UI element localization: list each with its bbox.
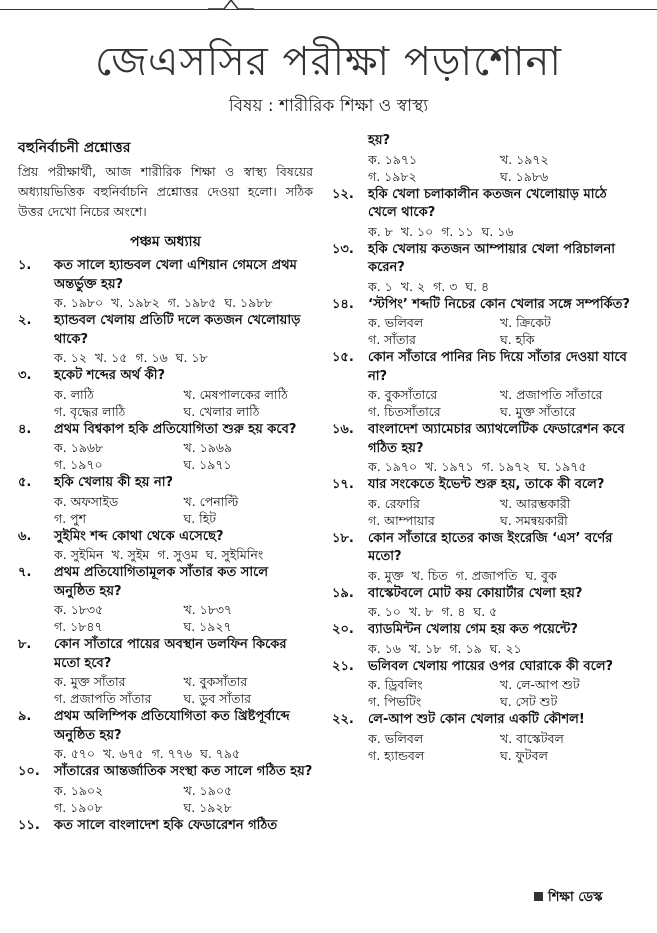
answer-options — [332, 495, 632, 529]
option: গ. হ্যান্ডবল — [368, 747, 425, 763]
option: ক. ১০ — [368, 604, 401, 619]
question-number: ১৯. — [332, 585, 354, 601]
question-text: প্রথম প্রতিযোগিতামূলক সাঁতার কত সালে অনুষ্ঠিত হয়? — [54, 565, 269, 599]
answer-options — [18, 349, 313, 366]
question — [332, 241, 632, 278]
top-rule — [0, 9, 657, 10]
option: খ. ক্রিকেট — [500, 315, 551, 330]
option: ঘ. মুক্ত সাঁতারে — [500, 404, 576, 419]
option: খ. ১৮৩৭ — [183, 602, 233, 617]
option: গ. চিতসাঁতারে — [368, 404, 441, 419]
option: গ. প্রজাপতি সাঁতার — [54, 691, 152, 706]
question — [18, 708, 313, 745]
option: খ. ১৮ — [408, 640, 442, 656]
question-text: কত সালে বাংলাদেশ হকি ফেডারেশন গঠিত — [54, 817, 278, 833]
option: ঘ. ডুব সাঁতার — [183, 691, 252, 706]
option: গ. ৩ — [433, 278, 458, 294]
option: খ. ১৯০৫ — [183, 782, 233, 798]
question — [332, 349, 632, 386]
question-text: কত সালে হ্যান্ডবল খেলা এশিয়ান গেমসে প্রথম অন্তর্ভুক্ত হয়? — [54, 258, 297, 292]
answer-options — [18, 439, 313, 473]
question — [18, 817, 313, 836]
left-question-list — [18, 257, 313, 835]
question-number: ১৫. — [332, 350, 354, 365]
right-question-list — [332, 186, 632, 764]
option: ঘ. ১৯২৮ — [183, 799, 232, 815]
answer-options — [332, 386, 632, 420]
question-number: ১৬. — [332, 422, 354, 437]
option: গ. ১৯৭০ — [54, 457, 103, 472]
option: গ. ১৮৪৭ — [54, 619, 103, 634]
option: গ. আম্পায়ার — [368, 512, 435, 528]
option: ক. ১৯৭০ — [368, 459, 418, 474]
option: খ. ১৯৮২ — [111, 295, 160, 310]
question-text: বাস্কেটবলে মোট কয় কোয়ার্টার খেলা হয়? — [368, 585, 583, 601]
question-text: সুইমিং শব্দ কোথা থেকে এসেছে? — [54, 528, 224, 544]
option: ঘ. ৪ — [465, 278, 490, 294]
option: খ. বাস্কেটবল — [500, 730, 564, 746]
answer-options — [18, 294, 313, 311]
answer-options — [332, 458, 632, 475]
option: খ. ২ — [400, 278, 426, 294]
question-number: ৪. — [18, 421, 32, 437]
question — [332, 296, 632, 315]
question — [18, 312, 313, 349]
question-number: ৫. — [18, 475, 32, 490]
answer-options — [18, 673, 313, 707]
continuation-options — [332, 151, 632, 185]
option: ঘ. বুক — [525, 567, 557, 583]
question-number: ৮. — [18, 637, 32, 652]
option: ক. ভলিবল — [368, 730, 424, 746]
option: ক. ১৮৩৫ — [54, 602, 104, 617]
question — [18, 763, 313, 782]
question — [18, 474, 313, 493]
option: খ. ৬৭৫ — [103, 746, 144, 761]
option: ঘ. ১৯৮৮ — [224, 295, 273, 310]
option: গ. ১৯৮৫ — [167, 295, 217, 310]
question — [18, 367, 313, 386]
question — [332, 421, 632, 458]
option: খ. ১৯৭২ — [500, 151, 549, 167]
option: গ. ৭৭৬ — [151, 746, 193, 761]
option: গ. ১৯০৮ — [54, 799, 103, 815]
question — [18, 257, 313, 294]
answer-options — [18, 493, 313, 527]
option: গ. ১৬ — [135, 350, 168, 365]
option: ক. ১ — [368, 278, 393, 294]
question-text: সাঁতারের আন্তর্জাতিক সংস্থা কত সালে গঠিত হয়? — [54, 764, 313, 779]
option: ক. ১৬ — [368, 640, 401, 656]
option: গ. বৃদ্ধের লাঠি — [54, 403, 126, 419]
option: ঘ. সেট শুট — [500, 694, 558, 709]
question-text: হকি খেলায় কতজন আম্পায়ার খেলা পরিচালনা করেন? — [368, 241, 615, 275]
option: খ. ১০ — [400, 223, 434, 239]
option: ঘ. সুইমিনিং — [205, 547, 264, 562]
option: খ. লে-আপ শুট — [500, 677, 580, 692]
question-text: কোন সাঁতারে পায়ের অবস্থান ডলফিন কিকের মতো হবে? — [54, 637, 287, 671]
question — [18, 421, 313, 440]
question — [332, 711, 632, 730]
option: ক. ১২ — [54, 350, 87, 365]
option: ক. ১৯৮০ — [54, 295, 104, 310]
question-number: ২০. — [332, 622, 354, 637]
question-number: ১৪. — [332, 296, 354, 312]
question — [18, 528, 313, 547]
option: ক. ১৯০২ — [54, 782, 104, 798]
option: ঘ. হিট — [183, 510, 217, 526]
option: খ. প্রজাপতি সাঁতারে — [500, 387, 603, 402]
option: ক. রেফারি — [368, 495, 420, 511]
question-text: প্রথম বিশ্বকাপ হকি প্রতিযোগিতা শুরু হয় কবে? — [54, 421, 297, 437]
option: গ. পুশ — [54, 510, 87, 526]
option: ক. ভলিবল — [368, 315, 424, 330]
page-title: জেএসসির পরীক্ষা পড়াশোনা — [95, 39, 562, 85]
answer-options — [332, 676, 632, 710]
option: ঘ. খেলার লাঠি — [183, 403, 260, 419]
question-number: ১০. — [18, 764, 40, 779]
option: ঘ. হকি — [500, 332, 535, 347]
question-text: হ্যান্ডবল খেলায় প্রতিটি দলে কতজন খেলোয়াড় থাকে? — [54, 313, 301, 347]
subject-subtitle: বিষয় : শারীরিক শিক্ষা ও স্বাস্থ্য — [228, 96, 429, 116]
option: খ. আরম্ভকারী — [500, 495, 571, 511]
question — [332, 530, 632, 567]
option: ঘ. ২১ — [489, 640, 522, 656]
question-number: ১৮. — [332, 530, 354, 546]
answer-options — [18, 386, 313, 420]
question-number: ১. — [18, 258, 32, 273]
section-heading: বহুনির্বাচনী প্রশ্নোত্তর — [18, 140, 131, 156]
question-number: ১৭. — [332, 477, 354, 492]
option: ক. মুক্ত — [368, 567, 404, 583]
question-text: যার সংকেতে ইভেন্ট শুরু হয়, তাকে কী বলে? — [368, 477, 605, 492]
option: ঘ. ৫ — [473, 604, 498, 619]
option: ক. অফসাইড — [54, 493, 119, 509]
question-text: কোন সাঁতারে হাতের কাজ ইংরেজি ‘এস’ বর্ণের মতো? — [368, 530, 613, 564]
option: গ. পিভটিং — [368, 694, 422, 709]
question-text: ‘স্টপিং’ শব্দটি নিচের কোন খেলার সঙ্গে সম্পর্কিত? — [368, 296, 630, 312]
question-text: হকেট শব্দের অর্থ কী? — [54, 368, 166, 383]
question-number: ৬. — [18, 528, 32, 544]
byline-text: শিক্ষা ডেস্ক — [548, 890, 603, 905]
answer-options — [18, 782, 313, 816]
question-text: ভলিবল খেলায় পায়ের ওপর ঘোরাকে কী বলে? — [368, 658, 614, 674]
question-number: ৯. — [18, 709, 32, 724]
byline — [534, 888, 602, 909]
answer-options — [332, 223, 632, 240]
question-number: ১৩. — [332, 241, 354, 257]
option: ক. ৮ — [368, 223, 393, 239]
square-bullet-icon — [534, 892, 543, 901]
option: গ. ১৯ — [449, 640, 482, 656]
question-text: লে-আপ শুট কোন খেলার একটি কৌশল! — [368, 712, 585, 727]
question — [332, 585, 632, 604]
option: গ. ১৯৭২ — [481, 459, 531, 474]
option: গ. ১১ — [441, 223, 474, 239]
option: খ. মেষপালকের লাঠি — [183, 386, 288, 402]
option: খ. ৮ — [408, 604, 434, 619]
option: ঘ. ১৯৭১ — [183, 457, 232, 472]
question-text: ব্যাডমিন্টন খেলায় গেম হয় কত পয়েন্টে? — [368, 622, 578, 637]
question — [332, 621, 632, 640]
option: খ. ১৯৭১ — [425, 459, 474, 474]
question — [18, 636, 313, 673]
question-text: হকি খেলা চলাকালীন কতজন খেলোয়াড় মাঠে খেলে থাকে? — [368, 186, 607, 220]
option: ঘ. ১৬ — [481, 223, 514, 239]
answer-options — [332, 278, 632, 295]
option: ক. মুক্ত সাঁতার — [54, 674, 126, 689]
answer-options — [332, 567, 632, 584]
answer-options — [332, 730, 632, 764]
option: খ. বুকসাঁতার — [183, 674, 248, 689]
right-column — [332, 132, 632, 765]
question — [332, 476, 632, 495]
option: ঘ. ৭৯৫ — [200, 746, 241, 761]
question-number: ৭. — [18, 565, 32, 580]
option: খ. চিত — [411, 567, 448, 583]
question-number: ২১. — [332, 658, 354, 674]
question-text: হকি খেলায় কী হয় না? — [54, 475, 174, 490]
question-continuation: হয়? — [368, 133, 391, 148]
answer-options — [18, 745, 313, 762]
option: গ. ১৯৮২ — [368, 168, 417, 184]
option: ঘ. ১৯৭৫ — [538, 459, 587, 474]
chapter-heading: পঞ্চম অধ্যায় — [130, 234, 201, 250]
answer-options — [332, 640, 632, 657]
option: গ. সুওম — [157, 547, 198, 562]
question-number: ২. — [18, 313, 32, 328]
question-number: ১২. — [332, 186, 354, 202]
answer-options — [18, 601, 313, 635]
answer-options — [332, 603, 632, 620]
option: ঘ. ১৯৮৬ — [500, 168, 549, 184]
option: ক. ১৯৭১ — [368, 151, 418, 167]
option: ঘ. ১৮ — [175, 350, 208, 365]
option: ক. সুইমিন — [54, 547, 104, 562]
question-text: কোন সাঁতারে পানির নিচ দিয়ে সাঁতার দেওয়া যাবে না? — [368, 350, 627, 384]
option: খ. পেনাল্টি — [183, 493, 239, 509]
question-number: ২২. — [332, 712, 354, 727]
option: ক. ড্রিবলিং — [368, 677, 423, 692]
option: খ. সুইম — [111, 547, 150, 562]
option: ক. ৫৭০ — [54, 746, 96, 761]
option: ক. বুকসাঁতারে — [368, 387, 438, 402]
option: ঘ. সমন্বয়কারী — [500, 512, 568, 528]
question — [332, 186, 632, 223]
question-text: বাংলাদেশ অ্যামেচার অ্যাথলেটিক ফেডারেশন কবে গঠিত হয়? — [368, 422, 625, 456]
answer-options — [332, 314, 632, 348]
question-text: প্রথম অলিম্পিক প্রতিযোগিতা কত খ্রিষ্টপূর্বাব্দে অনুষ্ঠিত হয়? — [54, 709, 290, 743]
question-number: ৩. — [18, 368, 32, 383]
question — [332, 658, 632, 677]
option: ক. ১৯৬৮ — [54, 440, 104, 455]
question — [18, 564, 313, 601]
answer-options — [18, 546, 313, 563]
header-tab-decoration — [208, 0, 254, 18]
option: খ. ১৫ — [94, 350, 128, 365]
intro-paragraph: প্রিয় পরীক্ষার্থী, আজ শারীরিক শিক্ষা ও স্বাস্থ্য বিষয়ের অধ্যায়ভিত্তিক বহুনির্বাচনি প্রশ্নোত্তর দেওয়া হলো। সঠিক উত্তর দেখো নিচের অংশে। — [18, 164, 313, 219]
option: ঘ. ফুটবল — [500, 747, 548, 763]
option: গ. ৪ — [441, 604, 466, 619]
option: গ. প্রজাপতি — [455, 567, 518, 583]
option: ক. লাঠি — [54, 386, 94, 402]
question-number: ১১. — [18, 817, 40, 833]
option: খ. ১৯৬৯ — [183, 440, 233, 455]
option: গ. সাঁতার — [368, 332, 416, 347]
left-column — [18, 132, 313, 835]
option: ঘ. ১৯২৭ — [183, 619, 232, 634]
